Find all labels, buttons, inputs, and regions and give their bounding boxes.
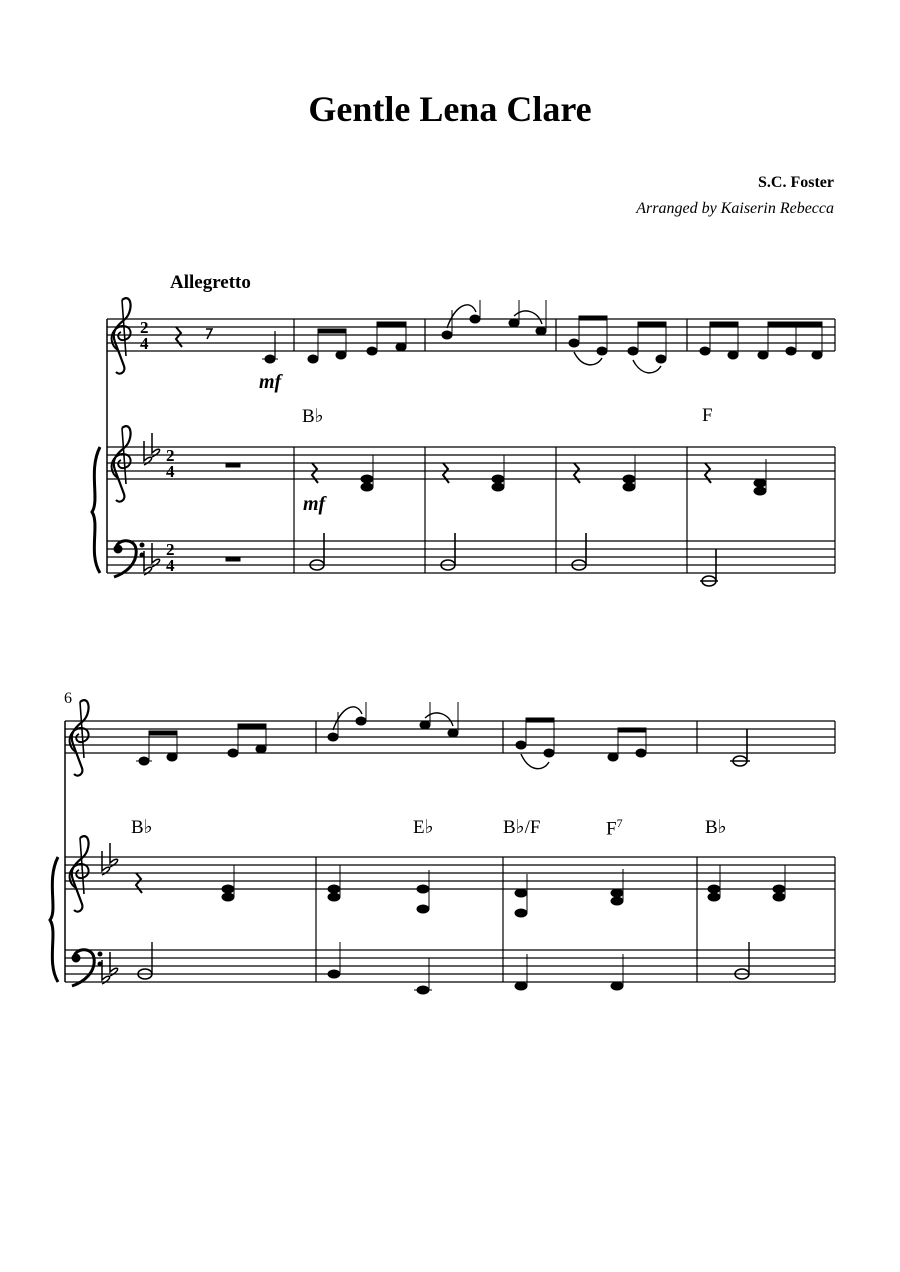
chord-extension: 7 [616,816,623,830]
time-signature: 2 [166,540,175,559]
flat-icon [144,441,152,465]
bass-clef-icon [72,950,102,986]
eighth-rest [206,329,212,339]
chord-symbol: F [702,405,713,426]
chord-symbol: B♭ [302,406,324,427]
system-2 [50,700,835,994]
flat-icon [110,843,118,867]
time-signature: 4 [166,556,175,575]
flat-icon [152,543,160,567]
dynamic-piano: mf [303,493,326,515]
piano-rh-notes [312,455,766,495]
time-signature: 2 [166,446,175,465]
system-1 [92,298,835,586]
composer: S.C. Foster [758,174,834,191]
flat-icon [152,433,160,457]
measure-number: 6 [64,690,72,707]
flat-icon [110,952,118,976]
chord-root: F [606,818,617,840]
measure-9-notes [730,729,750,766]
time-signature: 4 [140,334,149,353]
flat-icon [144,551,152,575]
chord-symbol: B♭ [131,817,153,838]
bass-clef-icon [114,541,144,577]
treble-clef-icon [70,700,89,775]
tempo-marking: Allegretto [170,272,251,293]
treble-clef-icon [70,836,89,911]
flat-icon [102,851,110,875]
dynamic-melody: mf [259,371,282,393]
treble-clef-icon [112,426,131,501]
measure-8-notes [516,718,646,769]
measure-4-notes [569,316,666,373]
chord-symbol: E♭ [413,817,434,838]
flat-icon [102,960,110,984]
whole-rest [226,463,240,467]
time-signature: 4 [166,462,175,481]
arranger: Arranged by Kaiserin Rebecca [636,200,834,217]
treble-clef-icon [112,298,131,373]
time-signature: 2 [140,318,149,337]
chord-symbol: B♭/F [503,817,541,838]
quarter-rest [176,327,182,347]
chord-symbol: B♭ [705,817,727,838]
page-title: Gentle Lena Clare [308,89,592,129]
whole-rest [226,557,240,561]
